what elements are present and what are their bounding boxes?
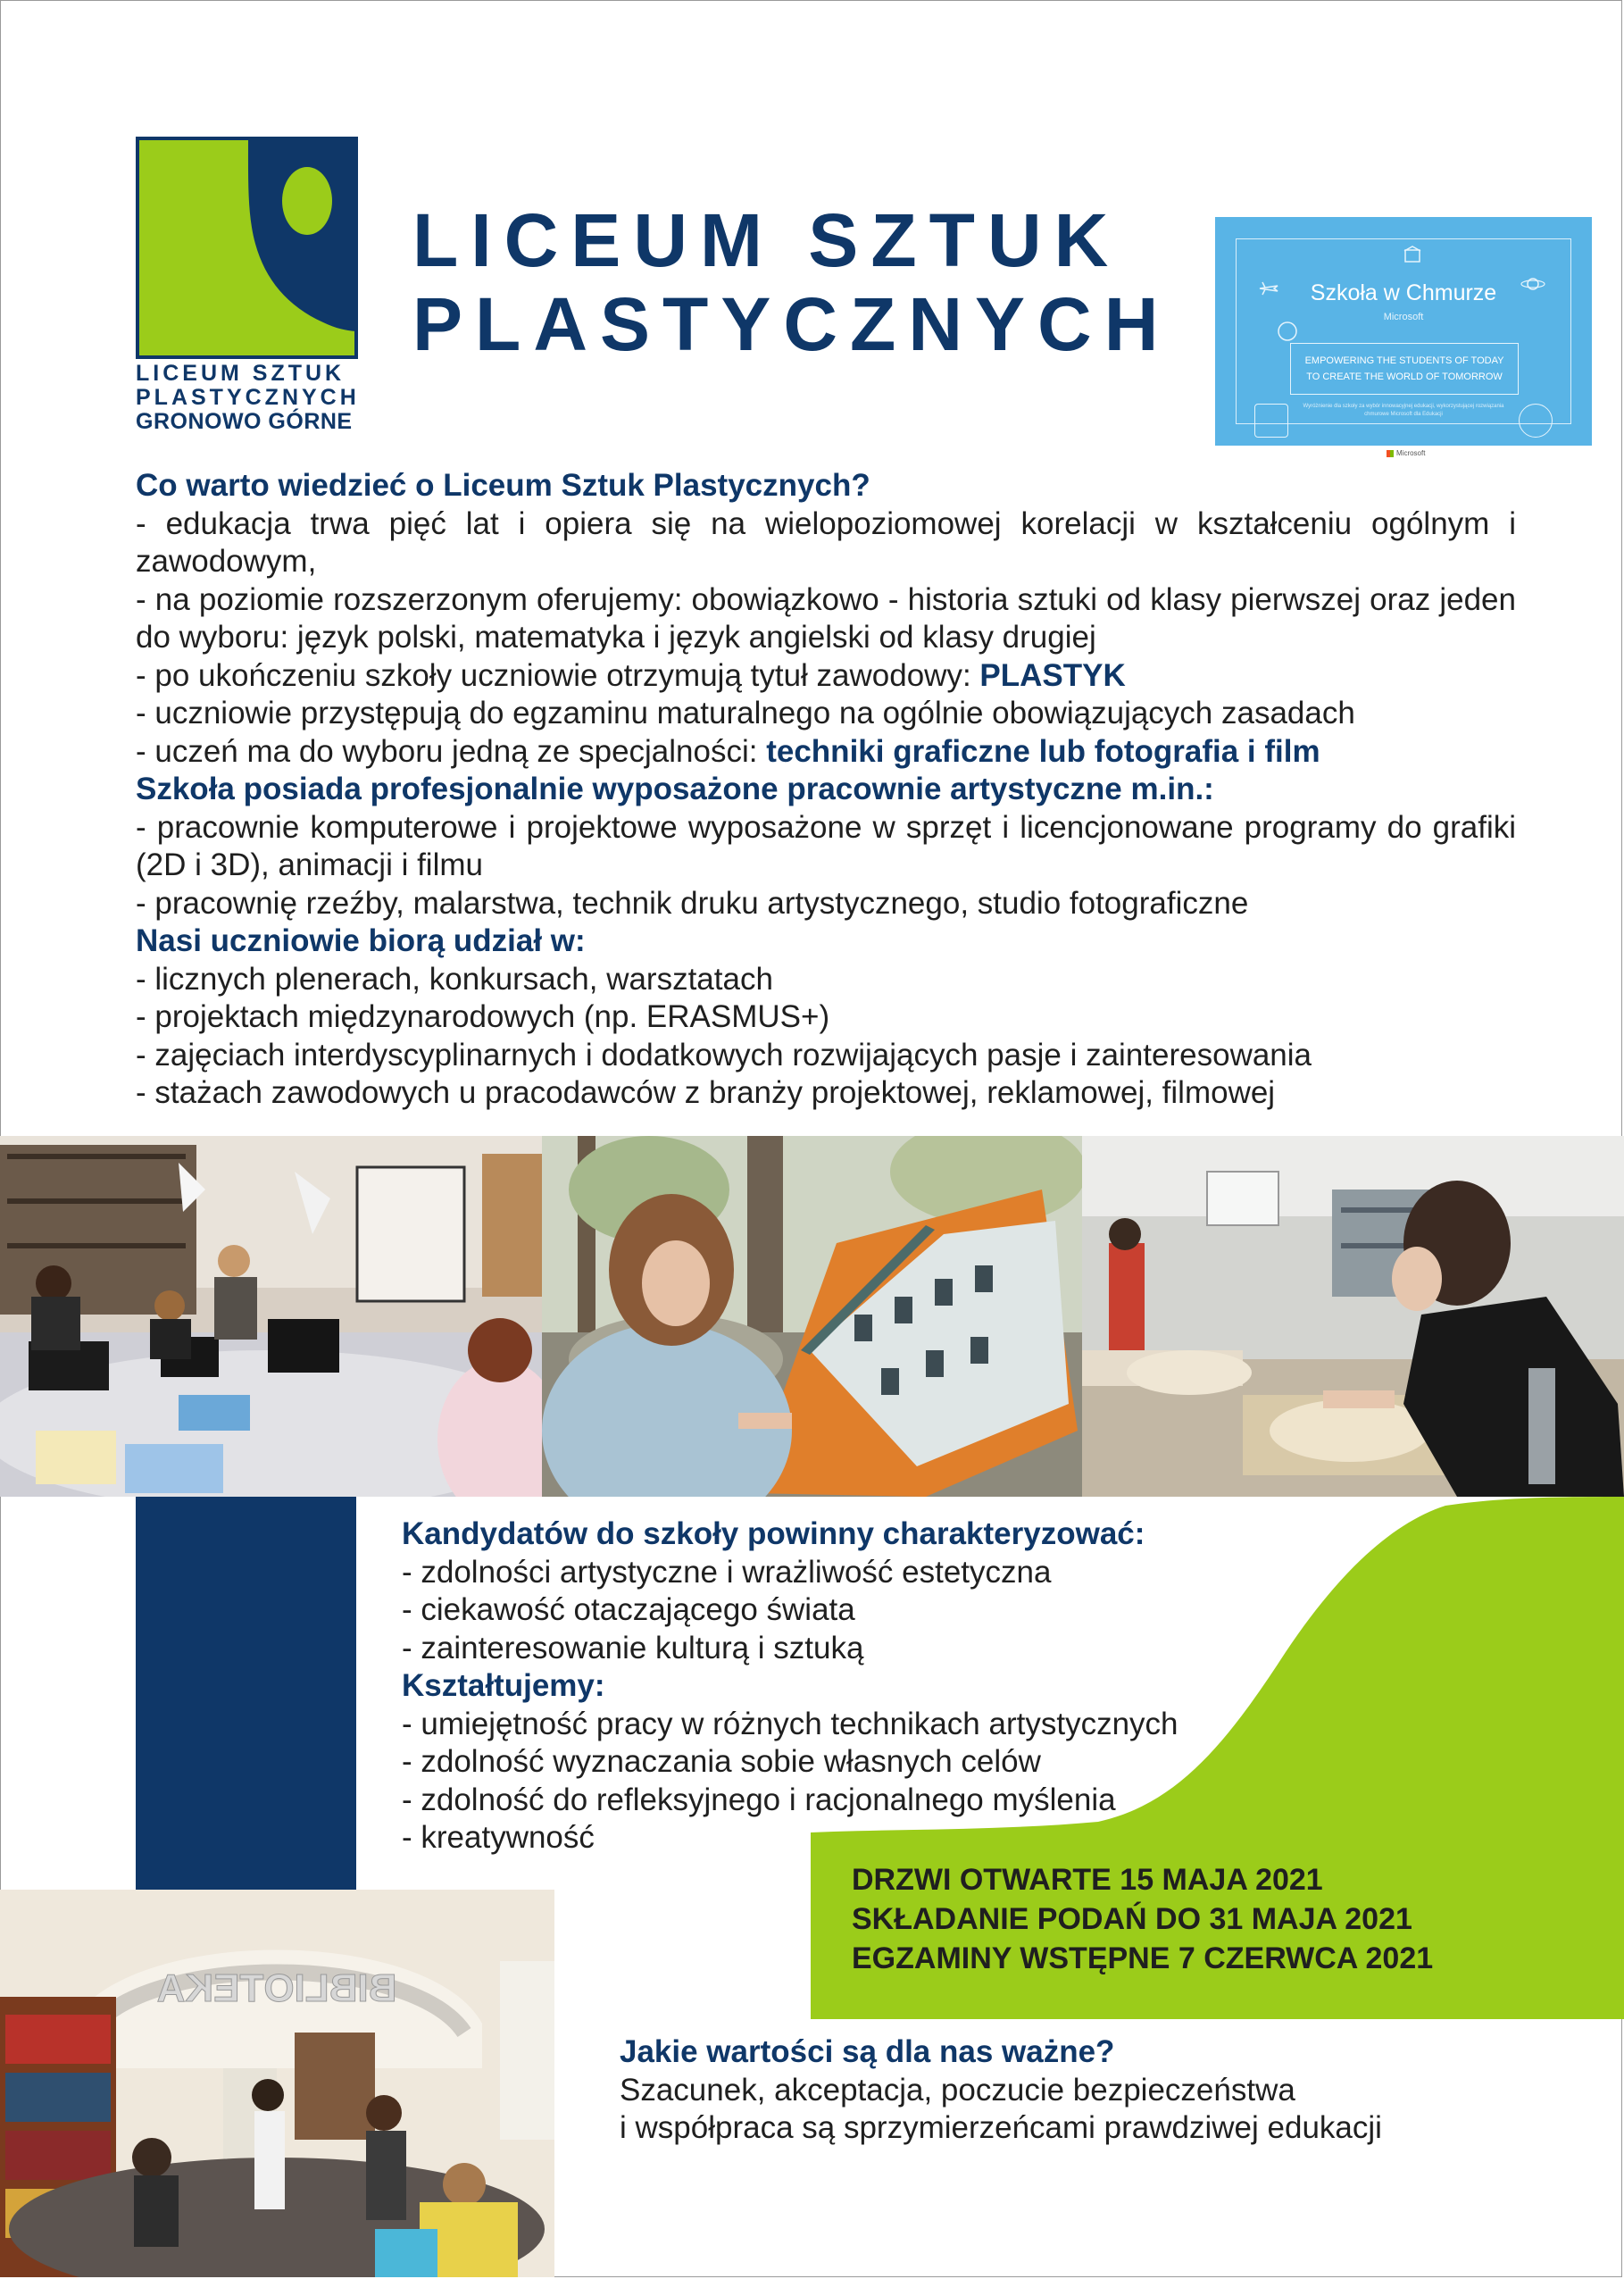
section-heading: Co warto wiedzieć o Liceum Sztuk Plastycznych? [136,468,870,503]
date-line: DRZWI OTWARTE 15 MAJA 2021 [852,1863,1323,1897]
title-line: LICEUM SZTUK [412,198,1121,282]
values-line: i współpraca są sprzymierzeńcami prawdziwej edukacji [620,2110,1382,2145]
info-line-text: - po ukończeniu szkoły uczniowie otrzymują tytuł zawodowy: [136,657,980,693]
profession-highlight: PLASTYK [979,657,1126,693]
specialty-highlight: techniki graficzne lub fotografia i film [766,733,1320,769]
list-item: - zainteresowanie kulturą i sztuką [402,1630,864,1665]
library-sign-text: BIBLIOTEKA [156,1966,397,2010]
info-line: - pracownię rzeźby, malarstwa, technik druku artystycznego, studio fotograficzne [136,885,1249,921]
date-line: EGZAMINY WSTĘPNE 7 CZERWCA 2021 [852,1941,1434,1975]
logo-caption-line: PLASTYCZNYCH [136,385,360,410]
info-line: - edukacja trwa pięć lat i opiera się na wielopoziomowej korelacji w kształceniu ogólnym i zawodowym, [136,505,1516,579]
badge-subtitle: Microsoft [1383,312,1424,322]
section-heading: Kandydatów do szkoły powinny charakteryzować: [402,1516,1145,1551]
section-heading: Jakie wartości są dla nas ważne? [620,2034,1115,2069]
section-heading: Kształtujemy: [402,1668,605,1703]
candidates-section [402,1515,1312,1857]
info-line: - zajęciach interdyscyplinarnych i dodatkowych rozwijających pasje i zainteresowania [136,1037,1312,1073]
logo-caption-line: GRONOWO GÓRNE [136,409,353,434]
list-item: - umiejętność pracy w różnych technikach artystycznych [402,1706,1178,1741]
date-line: SKŁADANIE PODAŃ DO 31 MAJA 2021 [852,1902,1412,1936]
info-line: - uczniowie przystępują do egzaminu maturalnego na ogólnie obowiązujących zasadach [136,696,1355,730]
microsoft-mark-label: Microsoft [1396,449,1426,457]
list-item: - zdolność wyznaczania sobie własnych celów [402,1744,1041,1779]
badge-description: Wyróżnienie dla szkoły za wybór innowacyjnej edukacji, wykorzystującej rozwiązania chmurowe Microsoft dla Edukacji [1303,404,1504,417]
list-item: - kreatywność [402,1820,595,1855]
values-line: Szacunek, akceptacja, poczucie bezpieczeństwa [620,2072,1295,2108]
logo-caption-line: LICEUM SZTUK [136,361,346,386]
info-line: - na poziomie rozszerzonym oferujemy: obowiązkowo - historia sztuki od klasy pierwszej oraz jeden do wyboru: język polski, matematyka i język angielski od klasy drugiej [136,581,1516,655]
info-line-text: - uczeń ma do wyboru jedną ze specjalności: [136,733,767,769]
badge-slogan-line: EMPOWERING THE STUDENTS OF TODAY [1304,355,1504,366]
key-dates [852,1860,1433,1978]
values-section [620,2033,1382,2148]
info-line: - pracownie komputerowe i projektowe wyposażone w sprzęt i licencjonowane programy do grafiki (2D i 3D), animacji i filmu [136,809,1516,882]
title-line: PLASTYCZNYCH [412,282,1171,366]
info-line: - stażach zawodowych u pracodawców z branży projektowej, reklamowej, filmowej [136,1075,1276,1110]
list-item: - zdolność do refleksyjnego i racjonalnego myślenia [402,1782,1116,1817]
section-heading: Nasi uczniowie biorą udział w: [136,923,586,958]
list-item: - ciekawość otaczającego świata [402,1592,855,1627]
list-item: - zdolności artystyczne i wrażliwość estetyczna [402,1554,1052,1590]
info-line: - projektach międzynarodowych (np. ERASMUS+) [136,999,830,1034]
badge-slogan-line: TO CREATE THE WORLD OF TOMORROW [1306,371,1503,382]
library-photo [0,1890,554,2277]
badge-title: Szkoła w Chmurze [1310,280,1497,305]
section-heading: Szkoła posiada profesjonalnie wyposażone pracownie artystyczne m.in.: [136,772,1214,806]
info-line: - licznych plenerach, konkursach, warsztatach [136,961,773,997]
